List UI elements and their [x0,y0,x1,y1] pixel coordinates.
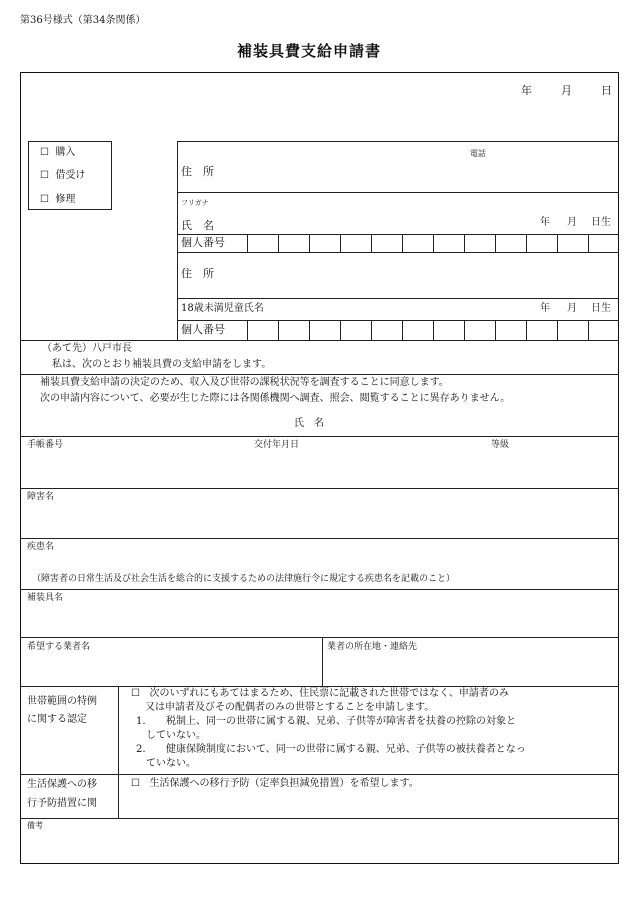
disability-name-label: 障害名 [27,492,55,502]
rule [20,538,619,539]
welfare-text: 生活保護への移行予防（定率負担減免措置）を希望します。 [149,778,419,789]
notebook-info-field[interactable] [26,455,612,485]
type-option-label: 修理 [55,194,76,205]
child-id-number-field[interactable] [247,320,619,340]
rule [20,436,619,437]
child-address-label: 住 所 [181,267,214,280]
type-option-label: 借受け [55,170,86,181]
welfare-checkbox[interactable] [131,779,419,789]
child-birth-day: 日生 [591,303,611,314]
rule [20,686,619,687]
rule [20,374,619,375]
household-item-1-line-1: 税制上、同一の世帯に属する親、兄弟、子供等が障害者を扶養の控除の対象と [166,716,516,727]
household-checkbox[interactable] [131,689,509,699]
rule [20,637,619,638]
checkbox-icon: ☐ [40,170,49,181]
remarks-label: 備考 [27,821,43,830]
device-name-label: 補装具名 [27,593,64,603]
date-day-label: 日 [601,84,612,97]
applicant-address-label: 住 所 [181,165,214,178]
welfare-label-line-1: 生活保護への移 [27,779,97,790]
applicant-id-label: 個人番号 [181,236,225,249]
applicant-address-field[interactable] [240,160,610,188]
consent-name-field[interactable] [340,414,610,434]
household-label-line-1: 世帯範囲の特例 [27,696,97,707]
vendor-name-field[interactable] [26,656,316,682]
household-item-1-line-2: していない。 [146,730,206,741]
applicant-name-label: 氏 名 [181,219,214,232]
child-address-field[interactable] [240,258,610,294]
vendor-contact-label: 業者の所在地・連絡先 [327,642,418,652]
applicant-birth-day: 日生 [591,217,611,228]
type-option-repair[interactable] [40,195,75,205]
disease-note: （障害者の日常生活及び社会生活を総合的に支援するための法律施行令に規定する疾患名を記載のこと） [32,574,456,584]
date-month-label: 月 [561,84,572,97]
request-statement: 私は、次のとおり補装具費の支給申請をします。 [52,359,272,370]
applicant-birth-year: 年 [540,217,550,228]
form-title: 補装具費支給申請書 [237,42,382,60]
household-item-2-number: 2. [136,744,146,755]
checkbox-icon: ☐ [131,778,140,789]
phone-label: 電話 [470,149,486,158]
device-name-field[interactable] [26,607,612,635]
disease-name-label: 疾患名 [27,542,55,552]
remarks-field[interactable] [26,834,612,860]
household-text-line-2: 又は申請者及びその配偶者のみの世帯とすることを申請します。 [145,702,435,713]
child-birth-year: 年 [540,303,550,314]
welfare-label-line-2: 行予防措置に関 [27,798,97,809]
rule [118,686,119,818]
applicant-birth-month: 月 [567,217,577,228]
checkbox-icon: ☐ [40,147,49,158]
rule [177,298,619,299]
checkbox-icon: ☐ [40,194,49,205]
issue-date-label: 交付年月日 [254,440,300,450]
applicant-id-number-field[interactable] [247,234,619,252]
consent-line-1: 補装具費支給申請の決定のため、収入及び世帯の課税状況等を調査することに同意します。 [40,377,449,388]
applicant-name-field[interactable] [240,198,520,232]
type-option-label: 購入 [55,147,76,158]
household-item-2-line-2: ていない。 [146,758,196,769]
rule [177,141,619,142]
checkbox-icon: ☐ [131,688,140,699]
grade-label: 等級 [491,440,510,450]
rule [20,488,619,489]
consent-line-2: 次の申請内容について、必要が生じた際には各関係機関へ調査、照会、閲覧することに異存ありません。 [40,393,511,404]
household-item-2-line-1: 健康保険制度において、同一の世帯に属する親、兄弟、子供等の被扶養者となっ [166,744,526,755]
type-option-purchase[interactable] [40,148,75,158]
notebook-number-label: 手帳番号 [27,440,64,450]
disability-name-field[interactable] [26,506,612,536]
date-year-label: 年 [521,84,532,97]
household-text-line-1: 次のいずれにもあてはまるため、住民票に記載された世帯ではなく、申請者のみ [149,688,509,699]
household-item-1-number: 1. [136,716,146,727]
vendor-name-label: 希望する業者名 [27,642,91,652]
form-number: 第36号様式（第34条関係） [20,15,146,26]
child-birth-month: 月 [567,303,577,314]
consent-name-label: 氏 名 [294,418,324,429]
rule [177,192,619,193]
disease-name-field[interactable] [26,556,612,572]
rule [322,637,323,686]
household-label-line-2: に関する認定 [27,714,87,725]
rule [20,340,619,341]
rule [20,774,619,775]
addressee: （あて先）八戸市長 [42,343,132,354]
applicant-block-left-border [177,141,178,340]
rule [20,818,619,819]
furigana-label: フリガナ [181,199,209,207]
rule [20,589,619,590]
child-id-label: 個人番号 [181,323,225,336]
child-name-field[interactable] [290,300,520,318]
rule [177,252,619,253]
vendor-contact-field[interactable] [328,656,612,682]
type-option-rental[interactable] [40,171,85,181]
child-name-label: 18歳未満児童氏名 [181,303,264,314]
